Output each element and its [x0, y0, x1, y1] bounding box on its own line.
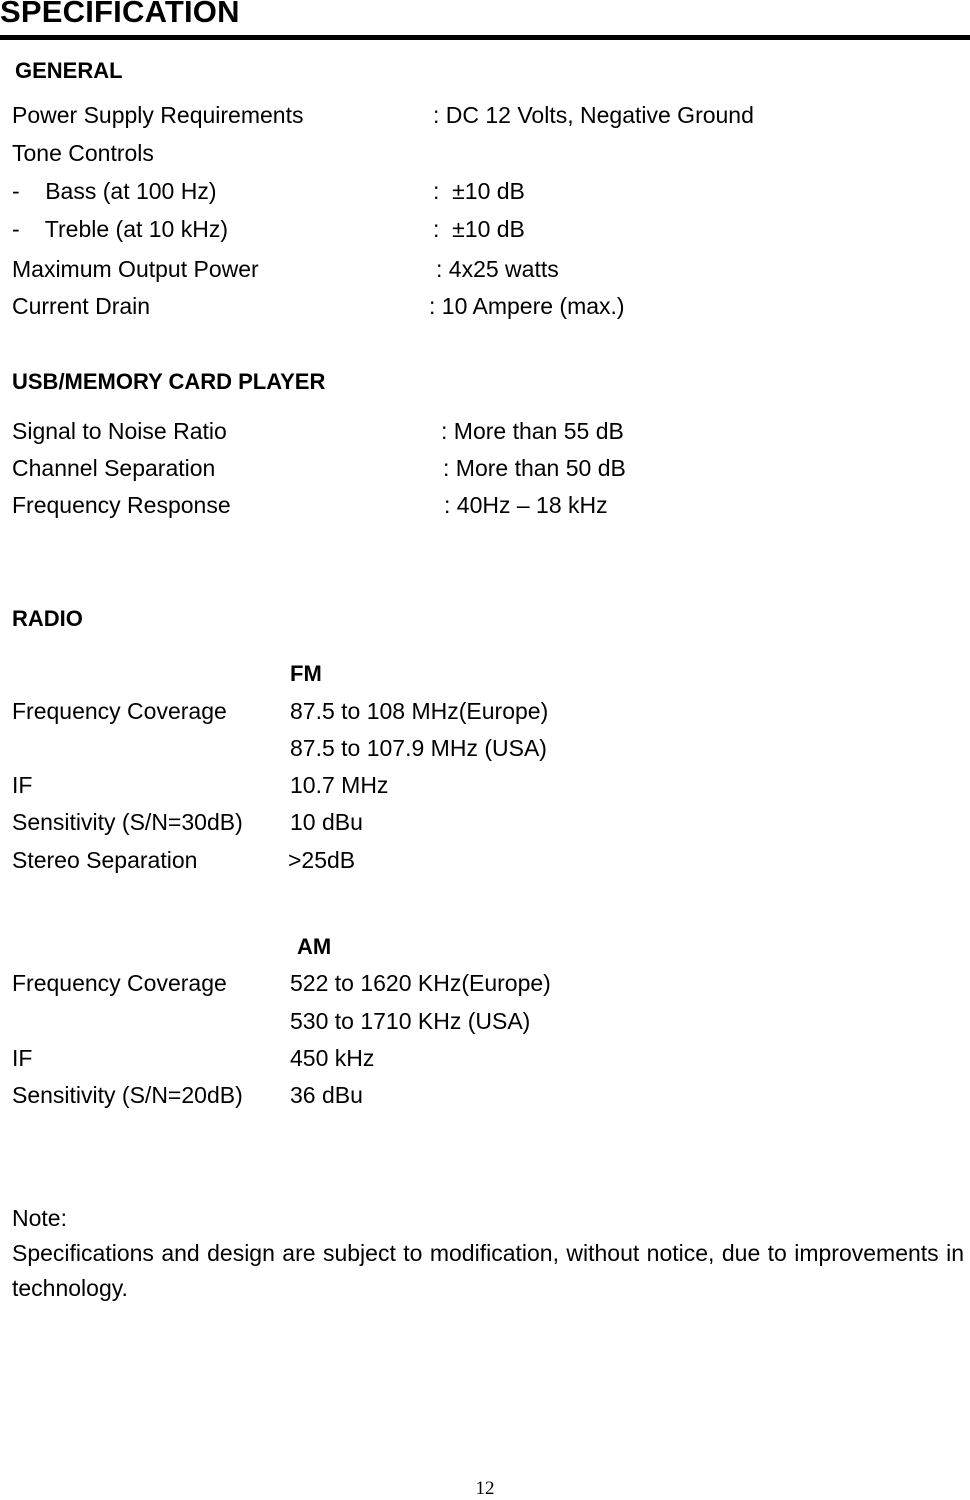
spec-value: 10 dBu [290, 809, 363, 835]
spec-label: Sensitivity (S/N=20dB) [12, 1082, 243, 1108]
am-heading: AM [297, 934, 332, 959]
spec-label: Channel Separation [12, 455, 216, 481]
spec-value: >25dB [288, 847, 356, 873]
spec-label: Frequency Response [12, 492, 231, 518]
spec-label: Stereo Separation [12, 847, 198, 873]
spec-value: 530 to 1710 KHz (USA) [290, 1008, 531, 1034]
page-number: 12 [475, 1478, 495, 1499]
spec-label: Maximum Output Power [12, 256, 259, 282]
note-label: Note: [12, 1205, 67, 1231]
spec-label: Power Supply Requirements [12, 102, 304, 128]
spec-label: - Treble (at 10 kHz) [12, 216, 229, 242]
spec-value: : 40Hz – 18 kHz [444, 492, 608, 518]
spec-label: Sensitivity (S/N=30dB) [12, 809, 243, 835]
spec-value: 450 kHz [290, 1045, 375, 1071]
spec-value: 87.5 to 108 MHz(Europe) [290, 698, 549, 724]
spec-value: 36 dBu [290, 1082, 363, 1108]
spec-value: : 4x25 watts [436, 256, 559, 282]
spec-value: 10.7 MHz [290, 772, 389, 798]
spec-value: : DC 12 Volts, Negative Ground [433, 102, 754, 128]
spec-label: IF [12, 772, 33, 798]
spec-value: : ±10 dB [433, 216, 525, 242]
usb-heading: USB/MEMORY CARD PLAYER [12, 369, 326, 394]
spec-label: IF [12, 1045, 33, 1071]
spec-label: Frequency Coverage [12, 698, 227, 724]
note-text: Specifications and design are subject to modification, without notice, due to improvements in technology. [12, 1240, 964, 1301]
spec-label: Signal to Noise Ratio [12, 418, 227, 444]
spec-value: 87.5 to 107.9 MHz (USA) [290, 735, 547, 761]
radio-heading: RADIO [12, 606, 83, 631]
page-title: SPECIFICATION [0, 0, 240, 29]
spec-label: Frequency Coverage [12, 970, 227, 996]
spec-value: : ±10 dB [433, 178, 525, 204]
spec-label: Tone Controls [12, 140, 154, 166]
spec-value: : More than 55 dB [441, 418, 624, 444]
fm-heading: FM [290, 661, 322, 686]
spec-label: - Bass (at 100 Hz) [12, 178, 217, 204]
spec-value: 522 to 1620 KHz(Europe) [290, 970, 551, 996]
spec-label: Current Drain [12, 293, 151, 319]
spec-value: : More than 50 dB [443, 455, 626, 481]
spec-value: : 10 Ampere (max.) [429, 293, 625, 319]
title-rule [0, 35, 970, 40]
general-heading: GENERAL [15, 58, 123, 83]
